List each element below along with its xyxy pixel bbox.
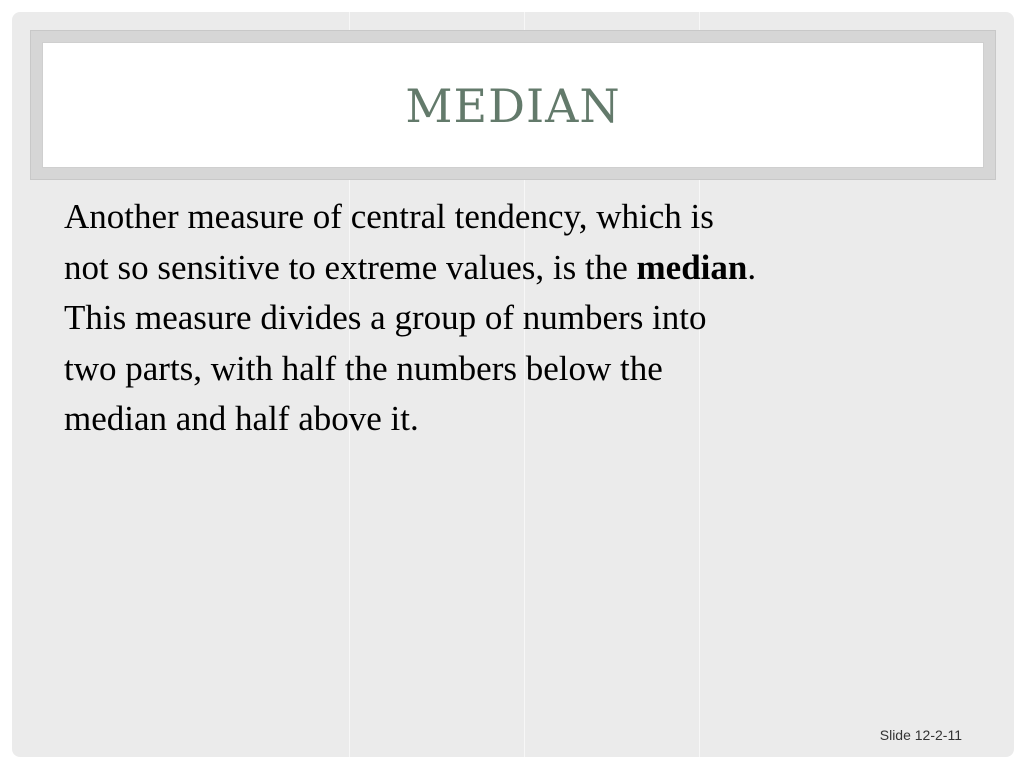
title-frame: [30, 30, 996, 180]
body-text-segment: not so sensitive to extreme values, is the: [64, 247, 637, 287]
title-box: [42, 42, 984, 168]
body-line: median and half above it.: [64, 399, 419, 438]
body-line: Another measure of central tendency, which is: [64, 197, 714, 236]
slide-title: MEDIAN: [405, 79, 621, 133]
body-line: two parts, with half the numbers below the: [64, 348, 663, 388]
body-line: [64, 243, 944, 294]
slide-number: Slide 12-2-11: [879, 727, 962, 743]
body-paragraph: [64, 192, 944, 445]
slide: [12, 12, 1014, 757]
body-line: This measure divides a group of numbers into: [64, 298, 707, 337]
emphasized-term: median: [636, 247, 748, 287]
body-text-segment: .: [747, 247, 757, 287]
